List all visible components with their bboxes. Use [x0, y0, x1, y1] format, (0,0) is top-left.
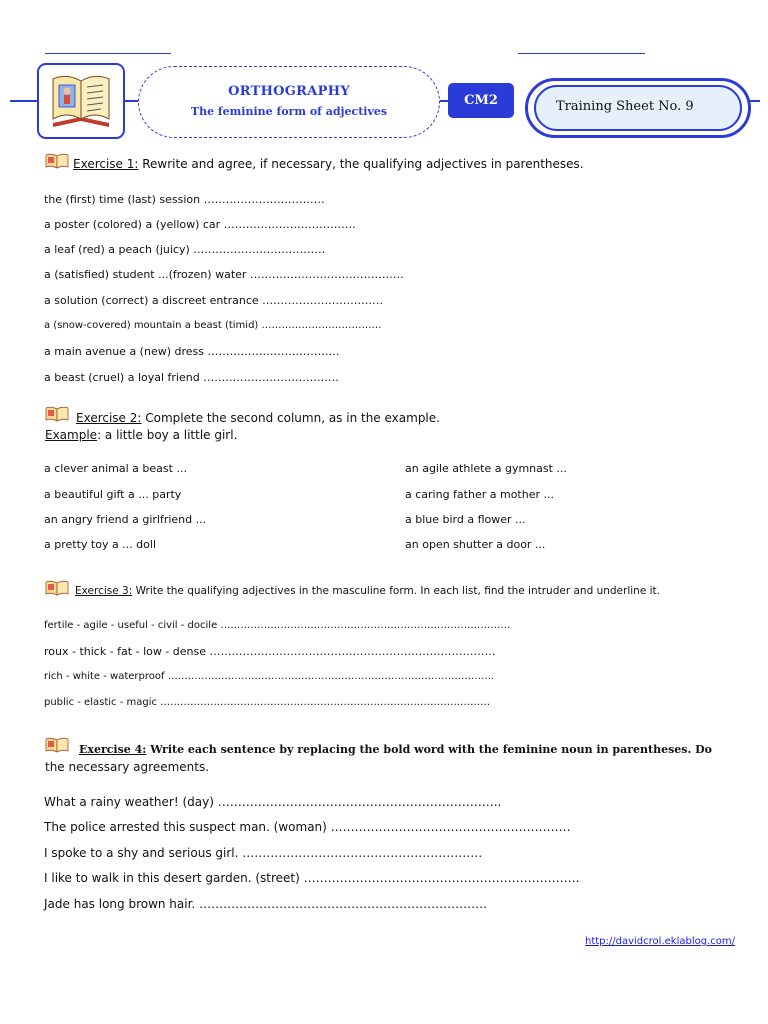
exercise4-instruction-continued: the necessary agreements.: [45, 760, 210, 774]
exercise4-line: I spoke to a shy and serious girl. ……………………………………………………: [44, 846, 483, 860]
exercise1-line: a (snow-covered) mountain a beast (timid) ………………………………: [44, 320, 382, 331]
exercise1-line: a beast (cruel) a loyal friend ……………………………….: [44, 371, 339, 384]
exercise2-instruction: Complete the second column, as in the example.: [141, 411, 440, 425]
exercise1-line: the (first) time (last) session ……………………………: [44, 193, 325, 206]
exercise1-line: a (satisfied) student ...(frozen) water ……………………………………: [44, 268, 404, 281]
exercise2-left-item: a beautiful gift a ... party: [44, 488, 182, 501]
exercise3-line: fertile - agile - useful - civil - docile ……………………………………………………………………………: [44, 620, 511, 631]
exercise4-line: The police arrested this suspect man. (woman) ……………………………………………………: [44, 820, 571, 834]
title-box: [138, 66, 440, 138]
exercise1-line: a leaf (red) a peach (juicy) ………………………………: [44, 243, 326, 256]
exercise4-line: I like to walk in this desert garden. (street) ……………………………………………………………: [44, 871, 580, 885]
exercise3-heading: [75, 585, 660, 597]
book-icon: [45, 406, 69, 422]
book-icon: [45, 737, 69, 753]
footer-link[interactable]: http://davidcrol.eklablog.com/: [585, 936, 735, 947]
exercise2-right-item: an open shutter a door ...: [405, 538, 546, 551]
exercise3-line: rich - white - waterproof ……………………………………………………………………………………..: [44, 671, 495, 682]
exercise4-label: Exercise 4:: [79, 743, 147, 756]
example-text: : a little boy a little girl.: [97, 428, 238, 442]
exercise3-label: Exercise 3:: [75, 585, 133, 597]
exercise2-left-item: a clever animal a beast ...: [44, 462, 187, 475]
exercise1-instruction: Rewrite and agree, if necessary, the qualifying adjectives in parentheses.: [138, 157, 584, 171]
exercise2-left-item: an angry friend a girlfriend ...: [44, 513, 207, 526]
example-label: Example: [45, 428, 98, 442]
exercise2-right-item: an agile athlete a gymnast ...: [405, 462, 567, 475]
exercise1-label: Exercise 1:: [73, 157, 139, 171]
exercise2-label: Exercise 2:: [76, 411, 142, 425]
exercise4-instruction: Write each sentence by replacing the bold word with the feminine noun in parentheses. Do: [146, 743, 713, 756]
sheet-number-label: Training Sheet No. 9: [534, 85, 742, 131]
exercise3-line: public - elastic - magic ………………………………………………………………………………………: [44, 697, 491, 708]
open-book-icon: [39, 65, 123, 137]
exercise2-heading: [76, 411, 440, 425]
exercise3-instruction: Write the qualifying adjectives in the masculine form. In each list, find the intruder and underline it.: [132, 585, 660, 597]
page-title: ORTHOGRAPHY: [228, 84, 350, 99]
exercise3-line: roux - thick - fat - low - dense ……………………………………………………………………: [44, 645, 496, 658]
exercise4-line: What a rainy weather! (day) ……………………………………………………………..: [44, 795, 502, 809]
logo-frame: [37, 63, 125, 139]
exercise4-line: Jade has long brown hair. ………………………………………………………………: [44, 897, 488, 911]
name-line-left: [45, 53, 171, 54]
book-icon: [45, 153, 69, 169]
exercise4-heading: [79, 743, 712, 756]
exercise1-heading: [73, 157, 584, 171]
exercise2-example: [45, 428, 237, 442]
exercise2-right-item: a blue bird a flower ...: [405, 513, 526, 526]
exercise1-line: a main avenue a (new) dress ………………………………: [44, 345, 340, 358]
sheet-number-box: [525, 78, 751, 138]
date-line-right: [518, 53, 645, 54]
header-rule-left: [10, 100, 40, 102]
book-icon: [45, 580, 69, 596]
exercise2-right-item: a caring father a mother ...: [405, 488, 554, 501]
exercise1-line: a poster (colored) a (yellow) car ………………………………: [44, 218, 356, 231]
exercise2-left-item: a pretty toy a ... doll: [44, 538, 156, 551]
level-badge: CM2: [448, 83, 514, 118]
page-subtitle: The feminine form of adjectives: [190, 105, 388, 118]
exercise1-line: a solution (correct) a discreet entrance ……………………………: [44, 294, 384, 307]
